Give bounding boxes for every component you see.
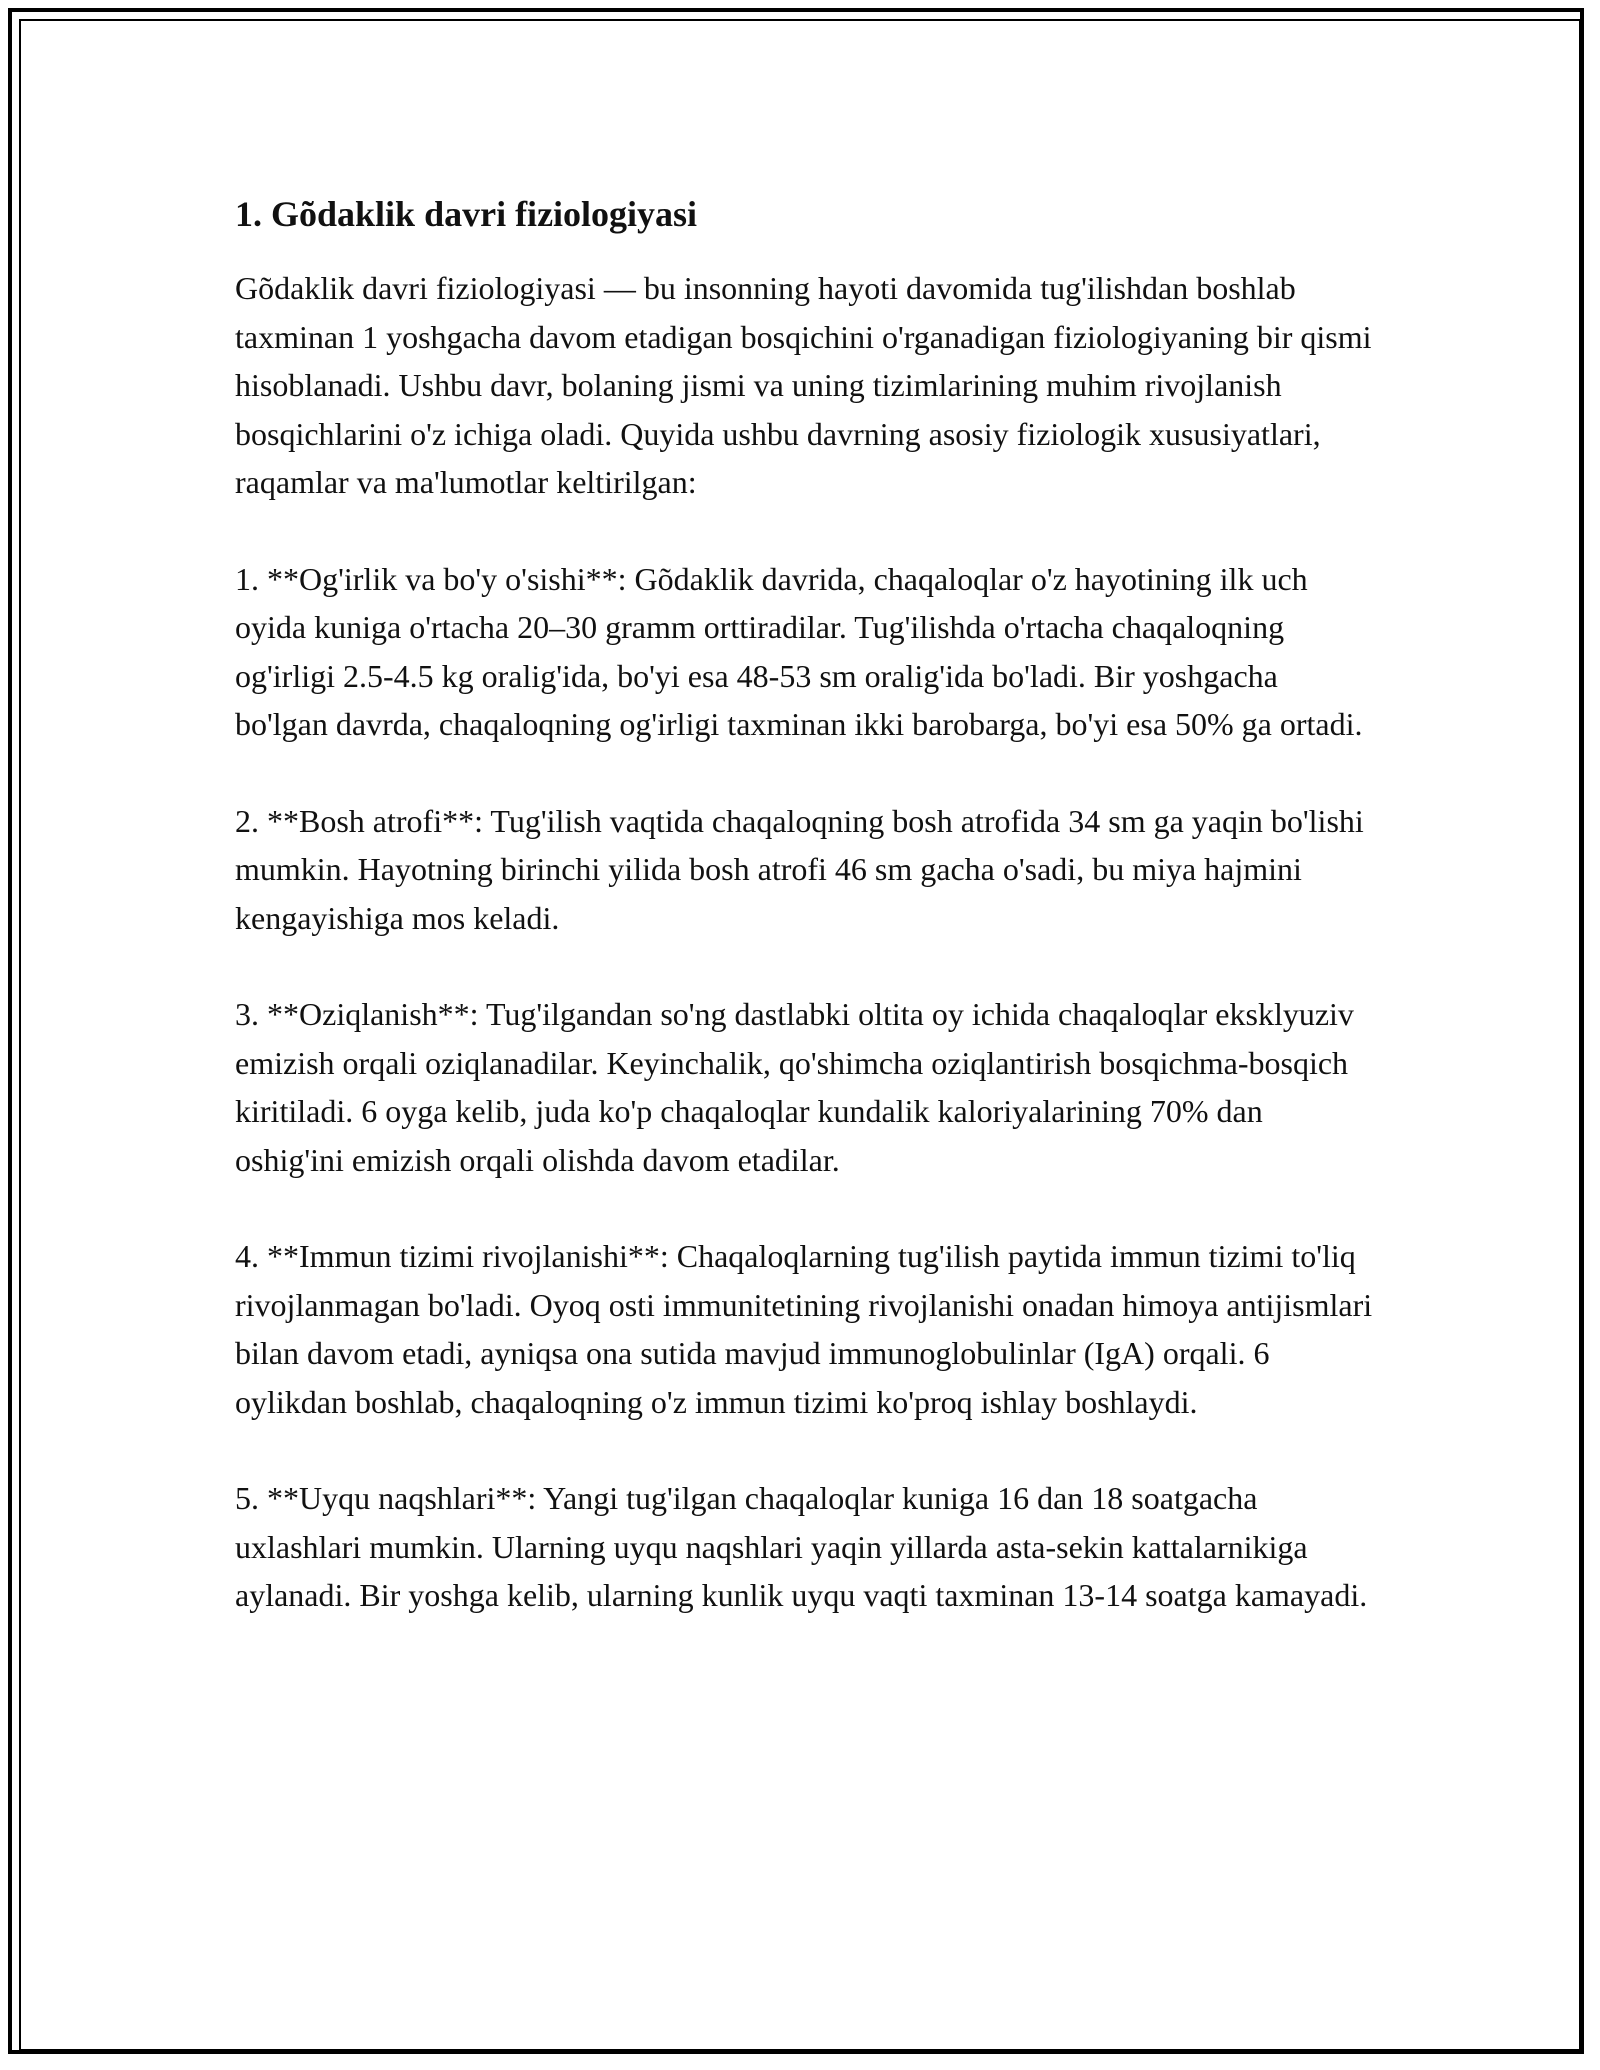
intro-paragraph: Gõdaklik davri fiziologiyasi — bu insonning hayoti davomida tug'ilishdan boshlab taxminan 1 yoshgacha davom etadigan bosqichini o'rganadigan fiziologiyaning bir qismi hisoblanadi. Ushbu davr, bolaning jismi va uning tizimlarining muhim rivojlanish bosqichlarini o'z ichiga oladi. Quyida ushbu davrning asosiy fiziologik xususiyatlari, raqamlar va ma'lumotlar keltirilgan: bbox=[235, 270, 1372, 500]
paragraph-weight-height: 1. **Og'irlik va bo'y o'sishi**: Gõdaklik davrida, chaqaloqlar o'z hayotining ilk uch oyida kuniga o'rtacha 20–30 gramm orttiradilar. Tug'ilishda o'rtacha chaqaloqning og'irligi 2.5-4.5 kg oralig'ida, bo'yi esa 48-53 sm oralig'ida bo'ladi. Bir yoshgacha bo'lgan davrda, chaqaloqning og'irligi taxminan ikki barobarga, bo'yi esa 50% ga ortadi. bbox=[235, 560, 1363, 742]
document-body bbox=[235, 190, 1375, 1668]
paragraph-nutrition: 3. **Oziqlanish**: Tug'ilgandan so'ng dastlabki oltita oy ichida chaqaloqlar eksklyuziv emizish orqali oziqlanadilar. Keyinchalik, qo'shimcha oziqlantirish bosqichma-bosqich kiritiladi. 6 oyga kelib, juda ko'p chaqaloqlar kundalik kaloriyalarining 70% dan oshig'ini emizish orqali olishda davom etadilar. bbox=[235, 996, 1354, 1178]
paragraph-head-circumference: 2. **Bosh atrofi**: Tug'ilish vaqtida chaqaloqning bosh atrofida 34 sm ga yaqin bo'lishi mumkin. Hayotning birinchi yilida bosh atrofi 46 sm gacha o'sadi, bu miya hajmini kengayishiga mos keladi. bbox=[235, 802, 1364, 936]
page-title: 1. Gõdaklik davri fiziologiyasi bbox=[235, 194, 698, 234]
paragraph-sleep-patterns: 5. **Uyqu naqshlari**: Yangi tug'ilgan chaqaloqlar kuniga 16 dan 18 soatgacha uxlashlari mumkin. Ularning uyqu naqshlari yaqin yillarda asta-sekin kattalarnikiga aylanadi. Bir yoshga kelib, ularning kunlik uyqu vaqti taxminan 13-14 soatga kamayadi. bbox=[235, 1480, 1368, 1613]
paragraph-immune-system: 4. **Immun tizimi rivojlanishi**: Chaqaloqlarning tug'ilish paytida immun tizimi to'liq rivojlanmagan bo'ladi. Oyoq osti immunitetining rivojlanishi onadan himoya antijismlari bilan davom etadi, ayniqsa ona sutida mavjud immunoglobulinlar (IgA) orqali. 6 oylikdan boshlab, chaqaloqning o'z immun tizimi ko'proq ishlay boshlaydi. bbox=[235, 1238, 1373, 1420]
